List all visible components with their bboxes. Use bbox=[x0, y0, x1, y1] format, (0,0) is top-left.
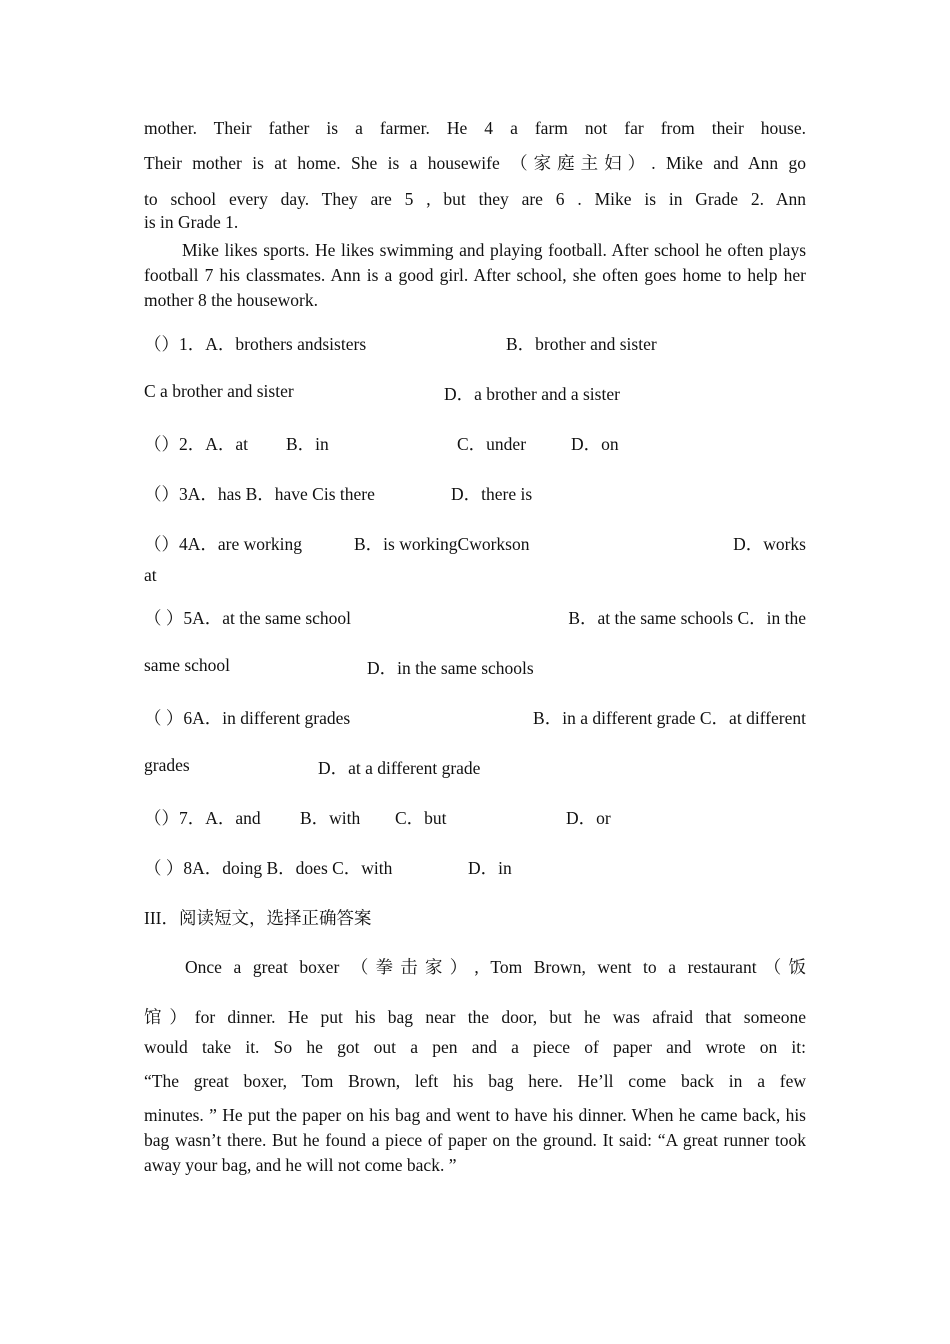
reading-passage-rest: minutes. ” He put the paper on his bag and went to have his dinner. When he came back, his bag wasn’t there. But he found a piece of paper on the ground. It said: “A great runner took away your bag, and he will not come back. ” bbox=[144, 1105, 806, 1175]
question-6-row-2 bbox=[144, 755, 806, 781]
question-6-option-a: （ ）6A．in different grades bbox=[144, 708, 351, 728]
question-5-option-a: （ ）5A．at the same school bbox=[144, 608, 352, 628]
passage-paragraph-1 bbox=[144, 112, 806, 232]
question-8-options-abc: （ ）8A．doing B．does C．with bbox=[144, 858, 393, 878]
reading-passage-line: 馆）for dinner. He put his bag near the door, but he was afraid that someone bbox=[144, 1007, 806, 1027]
question-7-row bbox=[144, 805, 806, 831]
question-3-option-d: D．there is bbox=[451, 484, 533, 504]
question-8-option-d: D．in bbox=[468, 858, 512, 878]
question-1-option-a: （）1．A．brothers andsisters bbox=[144, 334, 367, 354]
question-4-option-a: （）4A．are working bbox=[144, 534, 302, 554]
question-1-row bbox=[144, 331, 806, 357]
passage-paragraph-2: Mike likes sports. He likes swimming and playing football. After school he often plays football 7 his classmates. Ann is a good girl. After school, she often goes home to help her mother 8 the housework. bbox=[144, 240, 806, 310]
question-7-option-a: （）7．A．and bbox=[144, 808, 261, 828]
question-7-option-d: D．or bbox=[566, 808, 611, 828]
question-4-row bbox=[144, 531, 806, 557]
question-5-option-c-cont: same school bbox=[144, 655, 231, 675]
question-2-option-a: （）2．A．at bbox=[144, 434, 249, 454]
question-5-row-2 bbox=[144, 655, 806, 681]
question-2-option-c: C．under bbox=[457, 434, 527, 454]
question-1-row-2 bbox=[144, 381, 806, 407]
question-4-option-d-cont: at bbox=[144, 565, 157, 585]
question-2-option-d: D．on bbox=[571, 434, 619, 454]
question-1-option-c: C a brother and sister bbox=[144, 381, 294, 401]
question-1-option-b: B．brother and sister bbox=[506, 334, 657, 354]
question-5-options-bc: B．at the same schools C．in the bbox=[568, 608, 806, 628]
question-4-row-2 bbox=[144, 565, 806, 589]
question-6-row bbox=[144, 705, 806, 731]
question-4-option-d: D．works bbox=[733, 534, 806, 554]
passage-line: to school every day. They are 5 , but they are 6 . Mike is in Grade 2. Ann bbox=[144, 189, 806, 209]
question-4-options-bc: B．is workingCworkson bbox=[354, 534, 530, 554]
passage-line: is in Grade 1. bbox=[144, 212, 239, 232]
section-3-heading: III．阅读短文，选择正确答案 bbox=[144, 908, 372, 928]
question-7-option-c: C．but bbox=[395, 808, 447, 828]
reading-passage-line: would take it. So he got out a pen and a piece of paper and wrote on it: bbox=[144, 1037, 806, 1057]
question-5-row bbox=[144, 605, 806, 631]
question-7-option-b: B．with bbox=[300, 808, 361, 828]
document-page bbox=[144, 112, 806, 1178]
question-2-option-b: B．in bbox=[286, 434, 329, 454]
reading-passage-line: Once a great boxer （拳击家）, Tom Brown, went to a restaurant（饭 bbox=[185, 957, 806, 977]
question-3-options-abc: （）3A．has B．have Cis there bbox=[144, 484, 375, 504]
reading-passage-line: “The great boxer, Tom Brown, left his bag here. He’ll come back in a few bbox=[144, 1071, 806, 1091]
question-3-row bbox=[144, 481, 806, 507]
passage-line: Their mother is at home. She is a housewife （家庭主妇）. Mike and Ann go bbox=[144, 153, 806, 173]
question-8-row bbox=[144, 855, 806, 881]
question-6-option-d: D．at a different grade bbox=[318, 758, 481, 778]
question-1-option-d: D．a brother and a sister bbox=[444, 384, 620, 404]
question-6-options-bc: B．in a different grade C．at different bbox=[533, 708, 806, 728]
passage-line: mother. Their father is a farmer. He 4 a farm not far from their house. bbox=[144, 118, 806, 138]
question-6-option-c-cont: grades bbox=[144, 755, 190, 775]
question-5-option-d: D．in the same schools bbox=[367, 658, 534, 678]
question-2-row bbox=[144, 431, 806, 457]
